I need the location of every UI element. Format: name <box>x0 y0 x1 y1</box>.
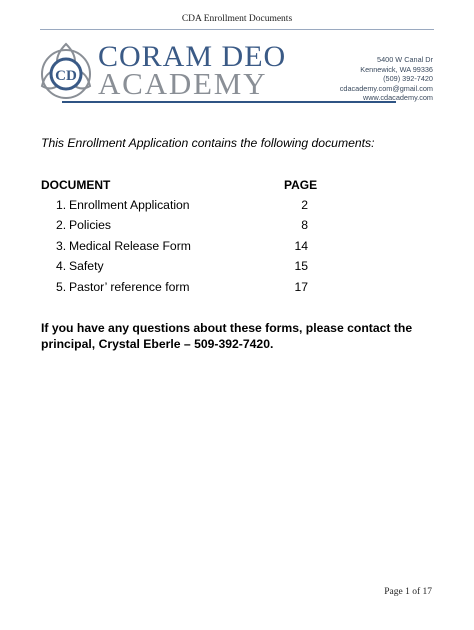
row-page: 15 <box>294 259 308 273</box>
address-website: www.cdacademy.com <box>362 93 433 102</box>
document-row <box>56 198 308 214</box>
document-row <box>56 239 308 255</box>
row-page: 2 <box>301 198 308 212</box>
school-address-block <box>340 55 433 103</box>
row-title: Medical Release Form <box>69 239 191 253</box>
document-row <box>56 218 308 234</box>
header-divider <box>40 29 434 30</box>
row-page: 14 <box>294 239 308 253</box>
row-page: 17 <box>294 280 308 294</box>
academy-emblem-icon <box>34 40 98 104</box>
running-header: CDA Enrollment Documents <box>181 14 293 24</box>
page-column-header: PAGE <box>284 178 318 192</box>
address-street: 5400 W Canal Dr <box>377 55 433 64</box>
document-column-header: DOCUMENT <box>41 178 111 192</box>
row-title: Policies <box>69 218 111 232</box>
row-number: 3. <box>56 239 67 253</box>
address-city: Kennewick, WA 99336 <box>360 64 433 74</box>
address-email: cdacademy.com@gmail.com <box>339 83 433 93</box>
row-title: Safety <box>69 259 104 273</box>
document-row <box>56 280 308 296</box>
row-title: Enrollment Application <box>69 198 190 212</box>
row-page: 8 <box>301 218 308 232</box>
address-phone: (509) 392-7420 <box>383 74 433 83</box>
document-row <box>56 259 308 275</box>
logo-wordmark-top: CORAM DEO <box>98 40 287 73</box>
row-number: 4. <box>56 259 67 273</box>
row-number: 5. <box>56 280 67 294</box>
row-number: 2. <box>56 218 67 232</box>
contact-notice: If you have any questions about these forms, please contact the principal, Crystal Eberle – 509-392-7420. <box>41 321 413 351</box>
intro-text: This Enrollment Application contains the following documents: <box>41 136 375 150</box>
row-title: Pastor’ reference form <box>69 280 190 294</box>
row-number: 1. <box>56 198 67 212</box>
emblem-letters: CD <box>55 68 77 84</box>
page-number-footer: Page 1 of 17 <box>384 587 432 597</box>
logo-wordmark-bottom: ACADEMY <box>98 66 268 101</box>
